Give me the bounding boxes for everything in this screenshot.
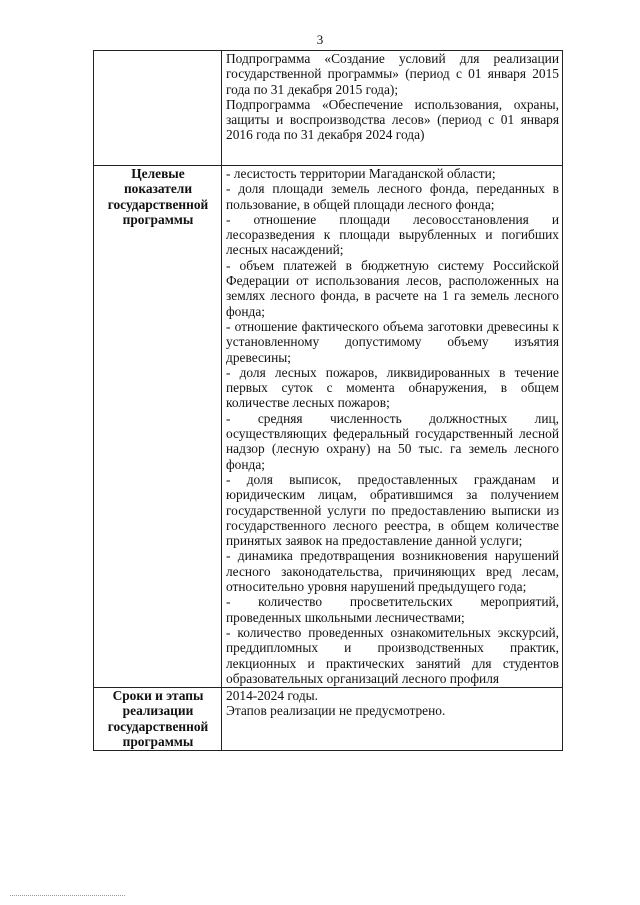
deadline-stages: Этапов реализации не предусмотрено. — [226, 703, 446, 719]
scan-edge-mark — [10, 895, 125, 896]
target-indicator-item: - доля площади земель лесного фонда, переданных в пользование, в общей площади лесного фонда; — [226, 181, 559, 212]
table-row-subprograms — [94, 51, 563, 166]
targets-value-cell — [222, 166, 563, 688]
subprograms-label-cell — [94, 51, 222, 166]
subprograms-value-cell — [222, 51, 563, 166]
target-indicator-item: - лесистость территории Магаданской области; — [226, 166, 496, 181]
targets-label-cell: Целевые показатели государственной программы — [94, 166, 222, 688]
deadlines-label-cell: Сроки и этапы реализации государственной программы — [94, 688, 222, 751]
subprogram-item: Подпрограмма «Создание условий для реализации государственной программы» (период с 01 января 2015 года по 31 декабря 2015 года); — [226, 51, 559, 97]
deadlines-value-cell — [222, 688, 563, 751]
target-indicator-item: - средняя численность должностных лиц, осуществляющих федеральный государственный лесной надзор (лесную охрану) на 50 тыс. га земель лесного фонда; — [226, 410, 559, 472]
target-indicator-item: - объем платежей в бюджетную систему Российской Федерации от использования лесов, расположенных на землях лесного фонда, в расчете на 1 га земель лесного фонда; — [226, 257, 559, 319]
target-indicator-item: - доля лесных пожаров, ликвидированных в течение первых суток с момента обнаружения, в общем количестве лесных пожаров; — [226, 364, 559, 411]
subprogram-item: Подпрограмма «Обеспечение использования, охраны, защиты и воспроизводства лесов» (период с 01 января 2016 года по 31 декабря 2024 года) — [226, 96, 559, 143]
table-row-deadlines — [94, 688, 563, 751]
target-indicator-item: - количество проведенных ознакомительных экскурсий, преддипломных и производственных практик, лекционных и практических занятий для студентов образовательных организаций лесного профиля — [226, 624, 559, 686]
target-indicator-item: - динамика предотвращения возникновения нарушений лесного законодательства, причиняющих вред лесам, относительно уровня нарушений предыдущего года; — [226, 548, 559, 595]
program-passport-table — [93, 50, 563, 751]
deadline-years: 2014-2024 годы. — [226, 688, 318, 704]
target-indicator-item: - доля выписок, предоставленных гражданам и юридическим лицам, обратившимся за получением государственной услуги по предоставлению выписки из государственного лесного реестра, в общем количестве принятых заявок на предоставление данной услуги; — [226, 471, 559, 549]
target-indicator-item: - количество просветительских мероприятий, проведенных школьными лесничествами; — [226, 594, 559, 625]
target-indicator-item: - отношение площади лесовосстановления и лесоразведения к площади вырубленных и погибших лесных насаждений; — [226, 211, 559, 258]
target-indicator-item: - отношение фактического объема заготовки древесины к установленному допустимому объему изъятия древесины; — [226, 318, 559, 365]
table-row-targets — [94, 166, 563, 688]
page-number: 3 — [316, 32, 324, 47]
